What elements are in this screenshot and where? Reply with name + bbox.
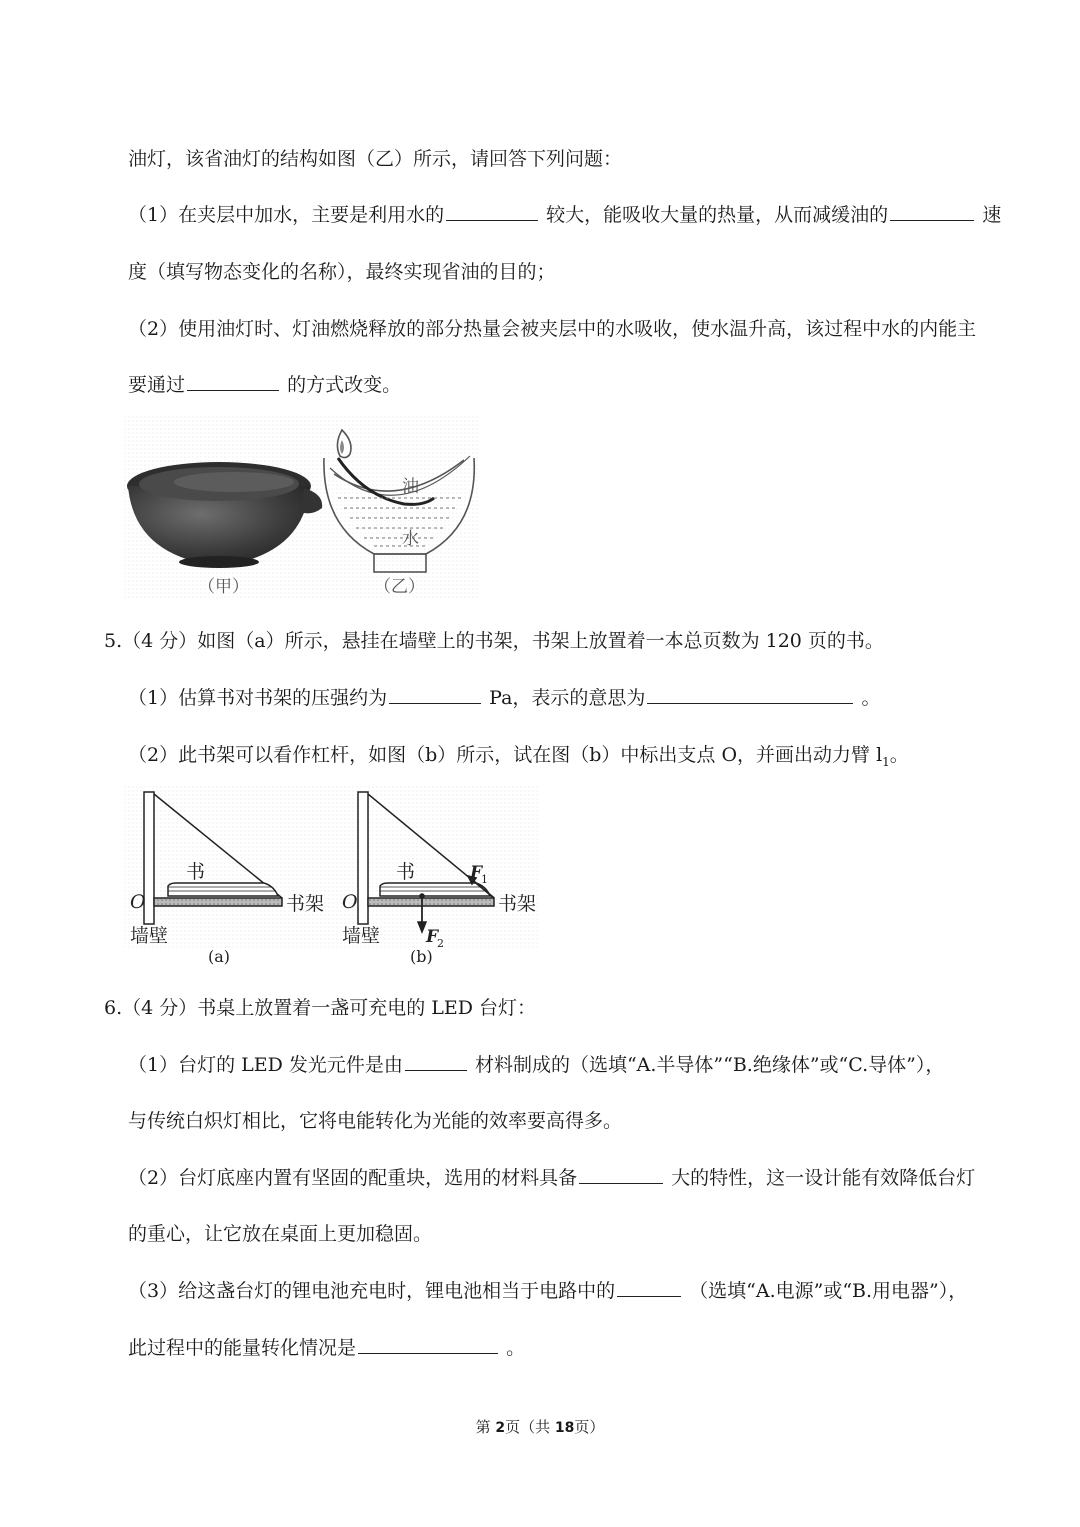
q6-p1-text-b: 材料制成的（选填“A.半导体”“B.绝缘体”或“C.导体”）， — [474, 1054, 945, 1076]
page-footer — [0, 1416, 1080, 1437]
q5-part-1 — [128, 685, 880, 711]
q2-line-1: （2）使用油灯时、灯油燃烧释放的部分热量会被夹层中的水吸收，使水温升高，该过程中水的内能主 — [128, 318, 977, 340]
answer-blank[interactable] — [617, 1278, 681, 1297]
q5-p2-end: 。 — [889, 744, 909, 766]
answer-blank[interactable] — [579, 1165, 663, 1184]
answer-blank[interactable] — [405, 1052, 467, 1071]
label-water: 水 — [402, 529, 419, 549]
label-oil: 油 — [402, 477, 419, 497]
q6-part-1-line-2: 与传统白炽灯相比，它将电能转化为光能的效率要高得多。 — [128, 1110, 623, 1132]
footer-suffix: 页） — [574, 1418, 605, 1436]
force-label-f2-sub: 2 — [437, 937, 444, 950]
force-label-f2: F — [426, 927, 439, 947]
footer-middle: 页（共 — [505, 1418, 555, 1436]
label-jia: （甲） — [198, 577, 249, 597]
q6-part-3-line-2 — [128, 1335, 525, 1361]
force-label-f1: F — [470, 863, 483, 883]
label-yi: （乙） — [374, 577, 425, 597]
q6-part-2-line-2: 的重心，让它放在桌面上更加稳固。 — [128, 1223, 433, 1245]
shelf-label-b: 书架 — [498, 893, 537, 915]
answer-blank[interactable] — [358, 1335, 498, 1354]
q6-part-2 — [128, 1165, 975, 1191]
caption-b: (b) — [410, 947, 433, 966]
q1-text-b: 较大，能吸收大量的热量，从而减缓油的 — [546, 204, 889, 226]
q6-title: 6.（4 分）书桌上放置着一盏可充电的 LED 台灯： — [104, 997, 537, 1019]
pivot-label-b: O — [342, 891, 358, 913]
shelf-label-a: 书架 — [286, 893, 325, 915]
book-label-b: 书 — [396, 861, 416, 883]
q5-p2-subscript: 1 — [882, 755, 890, 769]
q6-p1-text-a: （1）台灯的 LED 发光元件是由 — [128, 1054, 403, 1076]
intro-line-1: 油灯，该省油灯的结构如图（乙）所示，请回答下列问题： — [128, 148, 623, 170]
answer-blank[interactable] — [890, 202, 974, 221]
q1-text-a: （1）在夹层中加水，主要是利用水的 — [128, 204, 445, 226]
answer-blank[interactable] — [446, 202, 538, 221]
q5-p1-text-a: （1）估算书对书架的压强约为 — [128, 687, 388, 709]
total-pages: 18 — [554, 1420, 575, 1436]
q6-part-3 — [128, 1278, 967, 1304]
answer-blank[interactable] — [187, 372, 279, 391]
oil-lamp-figure — [124, 416, 480, 600]
q5-part-2 — [128, 742, 909, 770]
q1-line — [128, 202, 1001, 228]
page-number: 2 — [495, 1420, 506, 1436]
q5-p1-text-c: 。 — [861, 687, 881, 709]
q6-p2-text-b: 大的特性，这一设计能有效降低台灯 — [671, 1167, 976, 1189]
book-label-a: 书 — [186, 861, 206, 883]
q6-p3-line2-text-b: 。 — [506, 1337, 526, 1359]
q6-p3-text-b: （选填“A.电源”或“B.用电器”）， — [689, 1280, 968, 1302]
shelf-figure — [124, 786, 540, 970]
q5-p1-text-b: Pa，表示的意思为 — [489, 687, 646, 709]
pivot-label-a: O — [130, 891, 146, 913]
caption-a: (a) — [208, 947, 231, 966]
q2-line-2 — [128, 372, 401, 398]
q6-p2-text-a: （2）台灯底座内置有坚固的配重块，选用的材料具备 — [128, 1167, 578, 1189]
q1-line-2: 度（填写物态变化的名称），最终实现省油的目的； — [128, 261, 556, 283]
answer-blank[interactable] — [389, 685, 481, 704]
q5-p2-text: （2）此书架可以看作杠杆，如图（b）所示，试在图（b）中标出支点 O，并画出动力臂 l — [128, 744, 883, 766]
wall-label-b: 墙壁 — [342, 925, 381, 947]
force-label-f1-sub: 1 — [481, 873, 488, 886]
q6-part-1 — [128, 1052, 944, 1078]
q1-text-c: 速 — [982, 204, 1002, 226]
answer-blank[interactable] — [647, 685, 853, 704]
q5-title: 5.（4 分）如图（a）所示，悬挂在墙壁上的书架，书架上放置着一本总页数为 120 页的书。 — [104, 630, 884, 652]
q6-p3-line2-text-a: 此过程中的能量转化情况是 — [128, 1337, 357, 1359]
q2-text-b: 的方式改变。 — [287, 374, 402, 396]
q2-text-a: 要通过 — [128, 374, 186, 396]
q6-p3-text-a: （3）给这盏台灯的锂电池充电时，锂电池相当于电路中的 — [128, 1280, 616, 1302]
wall-label-a: 墙壁 — [130, 925, 169, 947]
footer-prefix: 第 — [475, 1418, 496, 1436]
